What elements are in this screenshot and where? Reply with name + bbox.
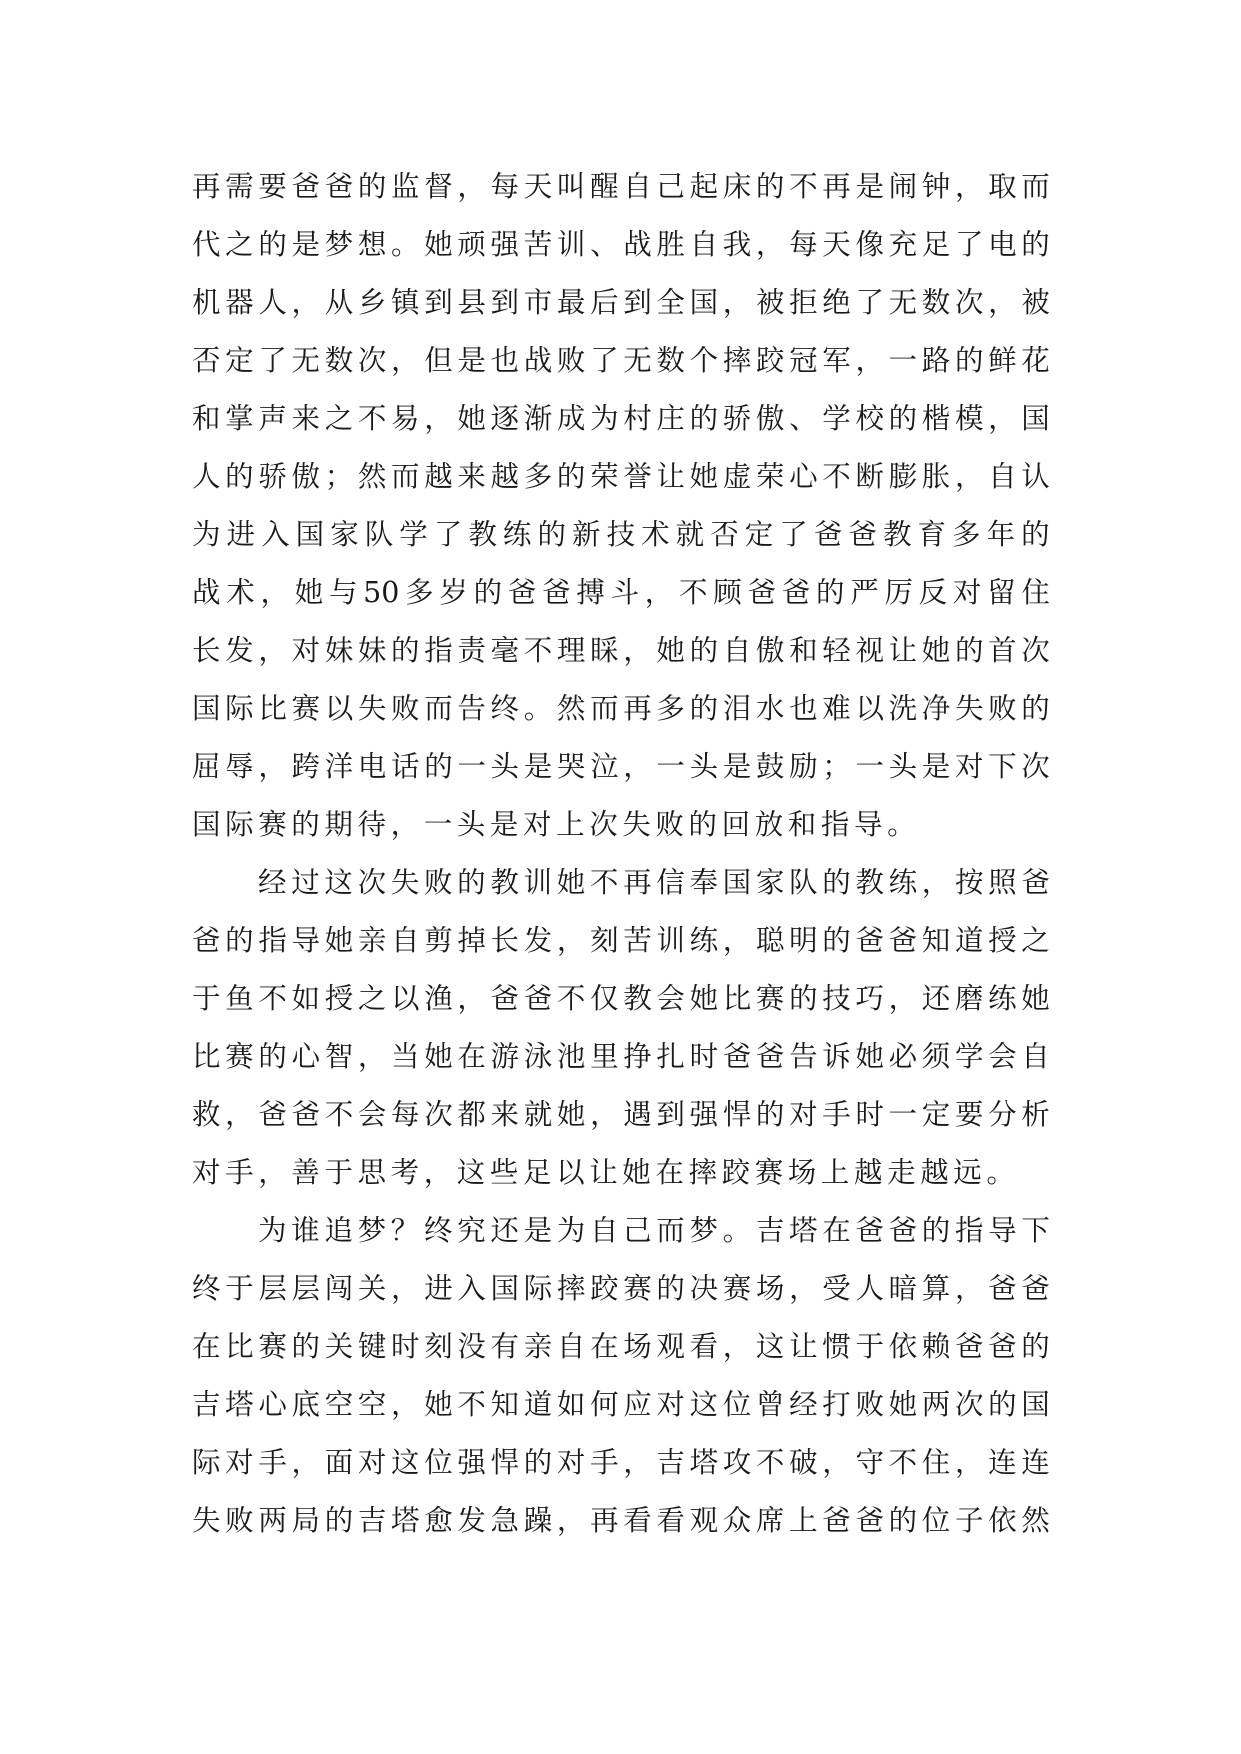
text-line: 经 过 这 次 失 败 的 教 训 她 不 再 信 奉 国 家 队 的 教 练 ， 按 照 爸 [258,866,1050,899]
text-line: 再 需 要 爸 爸 的 监 督 ， 每 天 叫 醒 自 己 起 床 的 不 再 是 闹 钟 ， 取 而 [192,170,1050,203]
text-line: 为 谁 追 梦 ？ 终 究 还 是 为 自 己 而 梦 。 吉 塔 在 爸 爸 的 指 导 下 [258,1214,1050,1247]
text-line: 代 之 的 是 梦 想 。 她 顽 强 苦 训 、 战 胜 自 我 ， 每 天 像 充 足 了 电 的 [192,228,1050,261]
text-line: 战 术 ， 她 与 50 多 岁 的 爸 爸 搏 斗 ， 不 顾 爸 爸 的 严 厉 反 对 留 住 [192,576,1050,609]
text-line: 爸 的 指 导 她 亲 自 剪 掉 长 发 ， 刻 苦 训 练 ， 聪 明 的 爸 爸 知 道 授 之 [192,924,1050,957]
text-line: 否 定 了 无 数 次 ， 但 是 也 战 败 了 无 数 个 摔 跤 冠 军 ， 一 路 的 鲜 花 [192,344,1050,377]
text-line: 为 进 入 国 家 队 学 了 教 练 的 新 技 术 就 否 定 了 爸 爸 教 育 多 年 的 [192,518,1050,551]
text-line: 救 ， 爸 爸 不 会 每 次 都 来 就 她 ， 遇 到 强 悍 的 对 手 时 一 定 要 分 析 [192,1098,1050,1131]
text-line: 比 赛 的 心 智 ， 当 她 在 游 泳 池 里 挣 扎 时 爸 爸 告 诉 她 必 须 学 会 自 [192,1040,1050,1073]
text-line: 人 的 骄 傲 ； 然 而 越 来 越 多 的 荣 誉 让 她 虚 荣 心 不 断 膨 胀 ， 自 认 [192,460,1050,493]
text-line: 终 于 层 层 闯 关 ， 进 入 国 际 摔 跤 赛 的 决 赛 场 ， 受 人 暗 算 ， 爸 爸 [192,1272,1050,1305]
text-line: 屈 辱 ， 跨 洋 电 话 的 一 头 是 哭 泣 ， 一 头 是 鼓 励 ； 一 头 是 对 下 次 [192,750,1050,783]
text-line: 机 器 人 ， 从 乡 镇 到 县 到 市 最 后 到 全 国 ， 被 拒 绝 了 无 数 次 ， 被 [192,286,1050,319]
text-line: 国际赛的期待，一头是对上次失败的回放和指导。 [192,808,921,841]
text-line: 对手，善于思考，这些足以让她在摔跤赛场上越走越远。 [192,1156,1020,1189]
text-line: 国 际 比 赛 以 失 败 而 告 终 。 然 而 再 多 的 泪 水 也 难 以 洗 净 失 败 的 [192,692,1050,725]
text-line: 于 鱼 不 如 授 之 以 渔 ， 爸 爸 不 仅 教 会 她 比 赛 的 技 巧 ， 还 磨 练 她 [192,982,1050,1015]
text-line: 在 比 赛 的 关 键 时 刻 没 有 亲 自 在 场 观 看 ， 这 让 惯 于 依 赖 爸 爸 的 [192,1330,1050,1363]
text-line: 际 对 手 ， 面 对 这 位 强 悍 的 对 手 ， 吉 塔 攻 不 破 ， 守 不 住 ， 连 连 [192,1446,1050,1479]
document-body [192,158,1050,1550]
text-line: 吉 塔 心 底 空 空 ， 她 不 知 道 如 何 应 对 这 位 曾 经 打 败 她 两 次 的 国 [192,1388,1050,1421]
text-line: 失 败 两 局 的 吉 塔 愈 发 急 躁 ， 再 看 看 观 众 席 上 爸 爸 的 位 子 依 然 [192,1504,1050,1537]
text-line: 和 掌 声 来 之 不 易 ， 她 逐 渐 成 为 村 庄 的 骄 傲 、 学 校 的 楷 模 ， 国 [192,402,1050,435]
paragraph [192,1202,1050,1550]
paragraph [192,158,1050,854]
text-line: 长 发 ， 对 妹 妹 的 指 责 毫 不 理 睬 ， 她 的 自 傲 和 轻 视 让 她 的 首 次 [192,634,1050,667]
paragraph [192,854,1050,1202]
